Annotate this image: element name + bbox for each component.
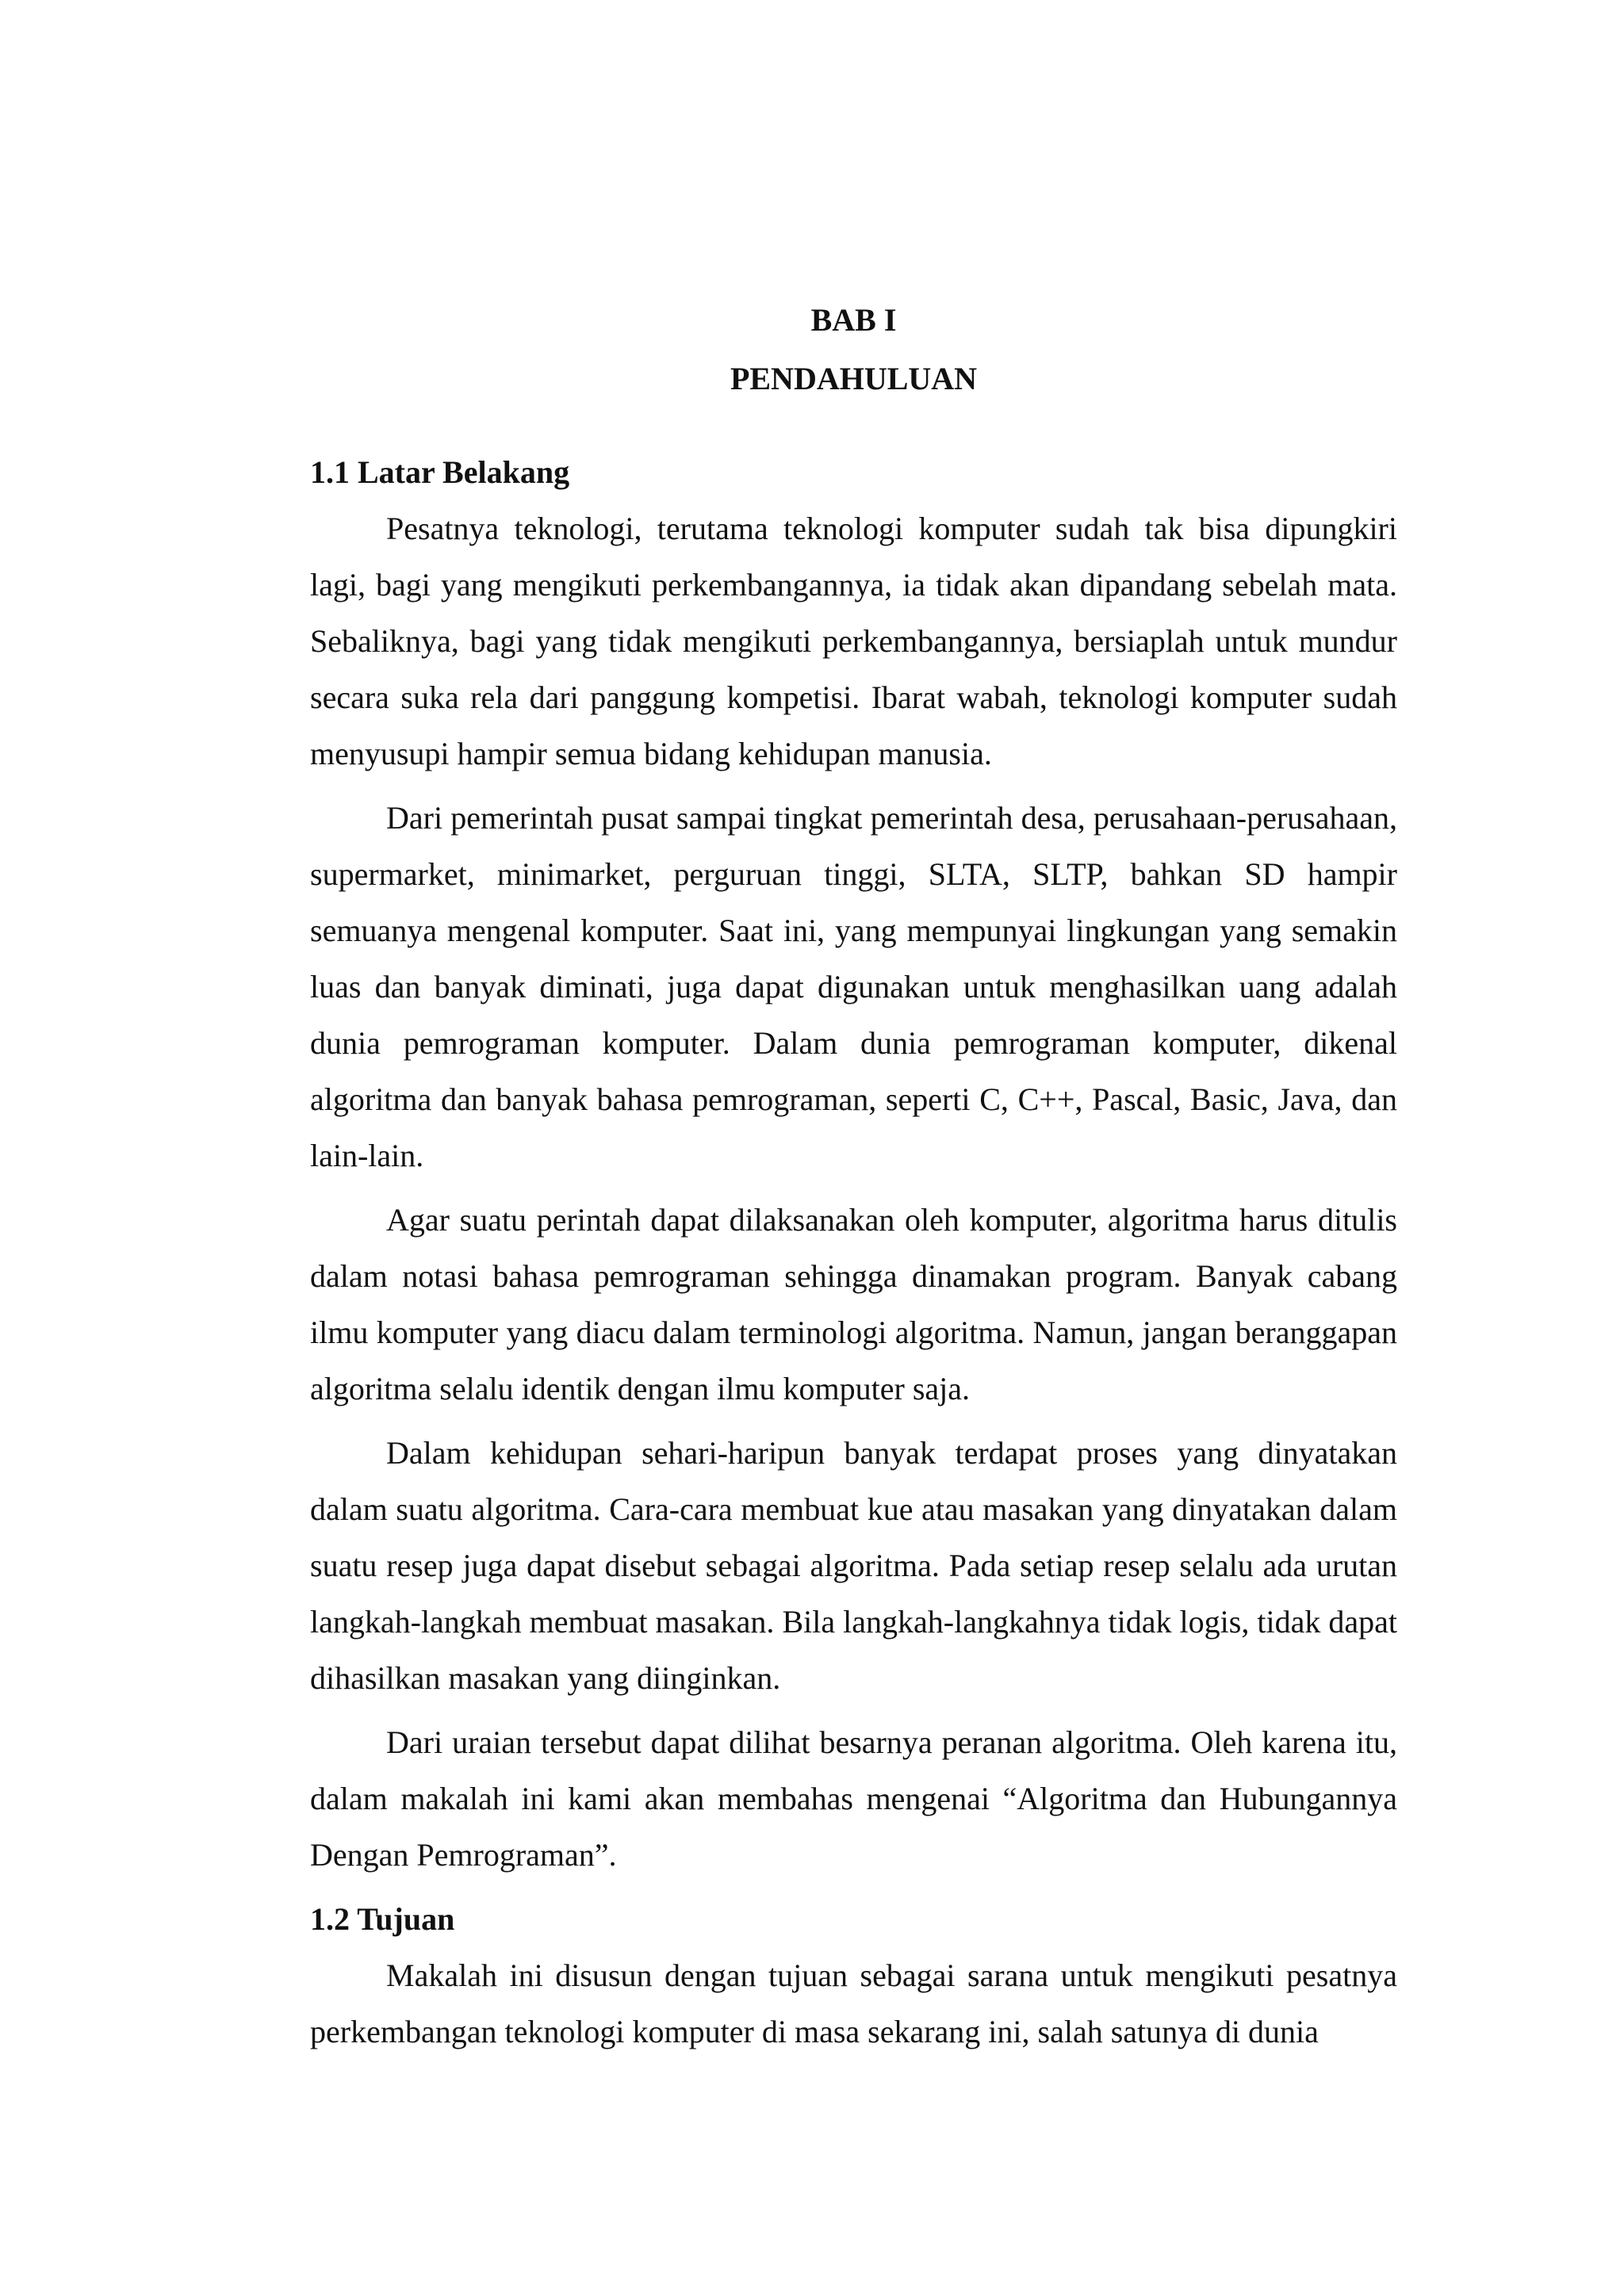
chapter-number: BAB I: [810, 302, 897, 338]
chapter-title: PENDAHULUAN: [730, 361, 978, 396]
paragraph: Dari uraian tersebut dapat dilihat besarnya peranan algoritma. Oleh karena itu, dalam makalah ini kami akan membahas mengenai “Algoritma dan Hubungannya Dengan Pemrograman”.: [310, 1724, 1397, 1873]
paragraph: Agar suatu perintah dapat dilaksanakan oleh komputer, algoritma harus ditulis dalam notasi bahasa pemrograman sehingga dinamakan program. Banyak cabang ilmu komputer yang diacu dalam terminologi algoritma. Namun, jangan beranggapan algoritma selalu identik dengan ilmu komputer saja.: [310, 1202, 1397, 1406]
section-heading-tujuan: 1.2 Tujuan: [310, 1901, 455, 1937]
paragraph: Makalah ini disusun dengan tujuan sebagai sarana untuk mengikuti pesatnya perkembangan teknologi komputer di masa sekarang ini, salah satunya di dunia: [310, 1957, 1397, 2049]
section-heading-latar-belakang: 1.1 Latar Belakang: [310, 454, 570, 490]
paragraph: Dari pemerintah pusat sampai tingkat pemerintah desa, perusahaan-perusahaan, supermarket, minimarket, perguruan tinggi, SLTA, SLTP, bahkan SD hampir semuanya mengenal komputer. Saat ini, yang mempunyai lingkungan yang semakin luas dan banyak diminati, juga dapat digunakan untuk menghasilkan uang adalah dunia pemrograman komputer. Dalam dunia pemrograman komputer, dikenal algoritma dan banyak bahasa pemrograman, seperti C, C++, Pascal, Basic, Java, dan lain-lain.: [310, 800, 1397, 1173]
document-page: [310, 301, 1397, 2068]
paragraph: Dalam kehidupan sehari-haripun banyak terdapat proses yang dinyatakan dalam suatu algoritma. Cara-cara membuat kue atau masakan yang dinyatakan dalam suatu resep juga dapat disebut sebagai algoritma. Pada setiap resep selalu ada urutan langkah-langkah membuat masakan. Bila langkah-langkahnya tidak logis, tidak dapat dihasilkan masakan yang diinginkan.: [310, 1435, 1397, 1696]
paragraph: Pesatnya teknologi, terutama teknologi komputer sudah tak bisa dipungkiri lagi, bagi yang mengikuti perkembangannya, ia tidak akan dipandang sebelah mata. Sebaliknya, bagi yang tidak mengikuti perkembangannya, bersiaplah untuk mundur secara suka rela dari panggung kompetisi. Ibarat wabah, teknologi komputer sudah menyusupi hampir semua bidang kehidupan manusia.: [310, 511, 1397, 771]
